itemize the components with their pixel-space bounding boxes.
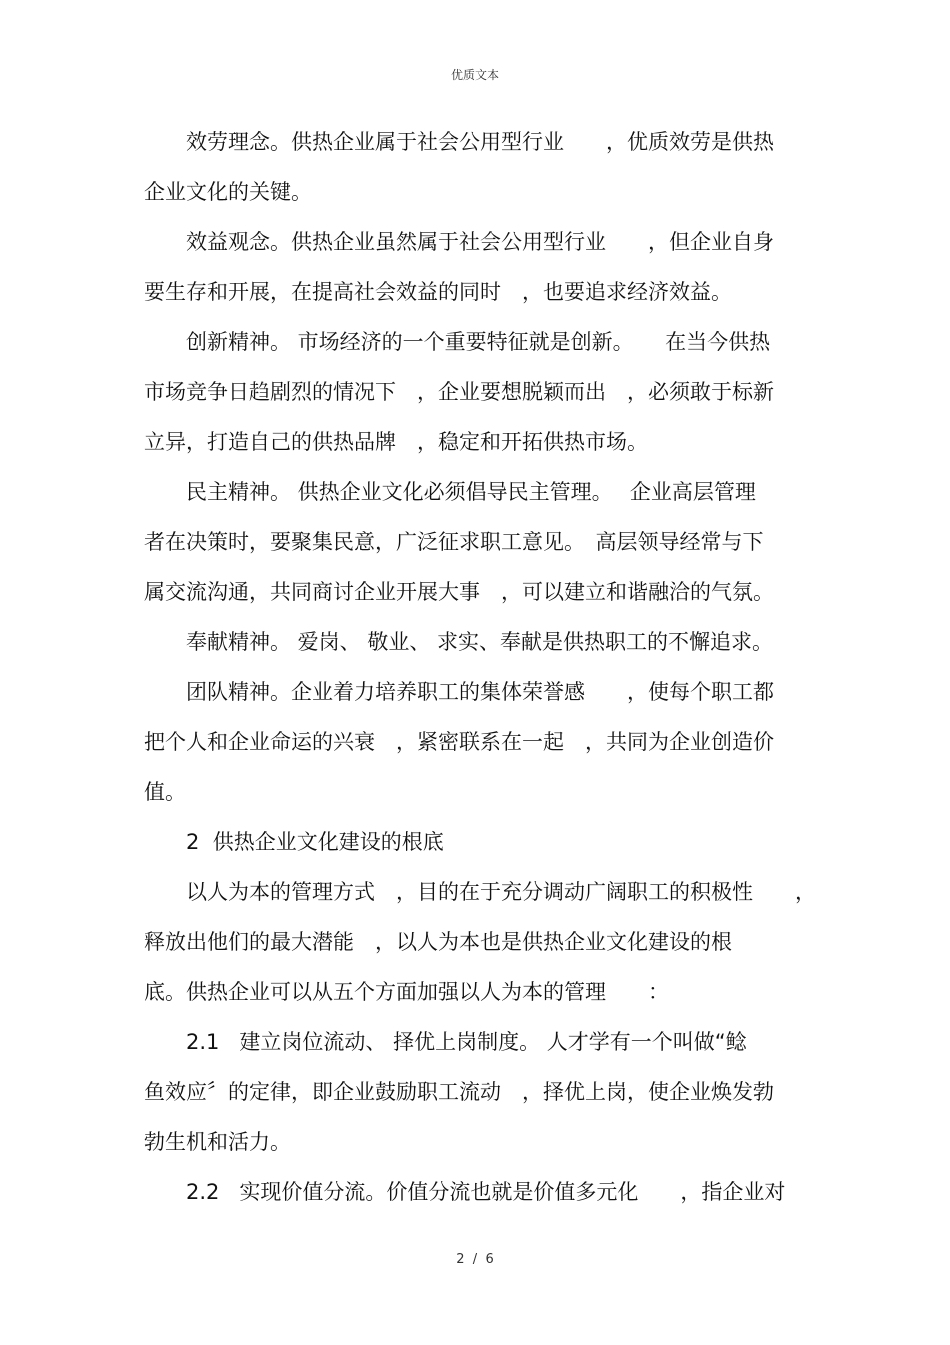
text-line: 民主精神。 供热企业文化必须倡导民主管理。 企业高层管理 [144, 480, 756, 504]
text-line: 效益观念。供热企业虽然属于社会公用型行业 ，但企业自身 [144, 230, 774, 254]
text-line: 团队精神。企业着力培养职工的集体荣誉感 ，使每个职工都 [144, 680, 774, 704]
text-line: 属交流沟通，共同商讨企业开展大事 ，可以建立和谐融洽的气氛。 [144, 580, 774, 604]
text-line: 市场竞争日趋剧烈的情况下 ，企业要想脱颖而出 ，必须敢于标新 [144, 380, 774, 404]
text-line: 效劳理念。供热企业属于社会公用型行业 ，优质效劳是供热 [144, 130, 774, 154]
text-line: 以人为本的管理方式 ，目的在于充分调动广阔职工的积极性 ， [144, 880, 816, 904]
text-line: 2.1 建立岗位流动、 择优上岗制度。 人才学有一个叫做“鲶 [144, 1030, 747, 1054]
text-line: 勃生机和活力。 [144, 1130, 291, 1154]
text-line: 鱼效应〞的定律，即企业鼓励职工流动 ，择优上岗，使企业焕发勃 [144, 1080, 774, 1104]
text-line: 立异，打造自己的供热品牌 ，稳定和开拓供热市场。 [144, 430, 648, 454]
text-line: 奉献精神。 爱岗、 敬业、 求实、奉献是供热职工的不懈追求。 [144, 630, 774, 654]
section-heading: 2 供热企业文化建设的根底 [144, 830, 444, 854]
page-number: 2 / 6 [456, 1252, 494, 1267]
text-line: 底。供热企业可以从五个方面加强以人为本的管理 ： [144, 980, 669, 1004]
text-line: 创新精神。 市场经济的一个重要特征就是创新。 在当今供热 [144, 330, 771, 354]
text-line: 2.2 实现价值分流。价值分流也就是价值多元化 ，指企业对 [144, 1180, 786, 1204]
text-line: 值。 [144, 780, 186, 804]
text-line: 要生存和开展，在提高社会效益的同时 ，也要追求经济效益。 [144, 280, 732, 304]
text-line: 者在决策时，要聚集民意，广泛征求职工意见。 高层领导经常与下 [144, 530, 764, 554]
text-line: 企业文化的关键。 [144, 180, 312, 204]
text-line: 释放出他们的最大潜能 ，以人为本也是供热企业文化建设的根 [144, 930, 732, 954]
page-header: 优质文本 [450, 68, 499, 82]
text-line: 把个人和企业命运的兴衰 ，紧密联系在一起 ，共同为企业创造价 [144, 730, 774, 754]
